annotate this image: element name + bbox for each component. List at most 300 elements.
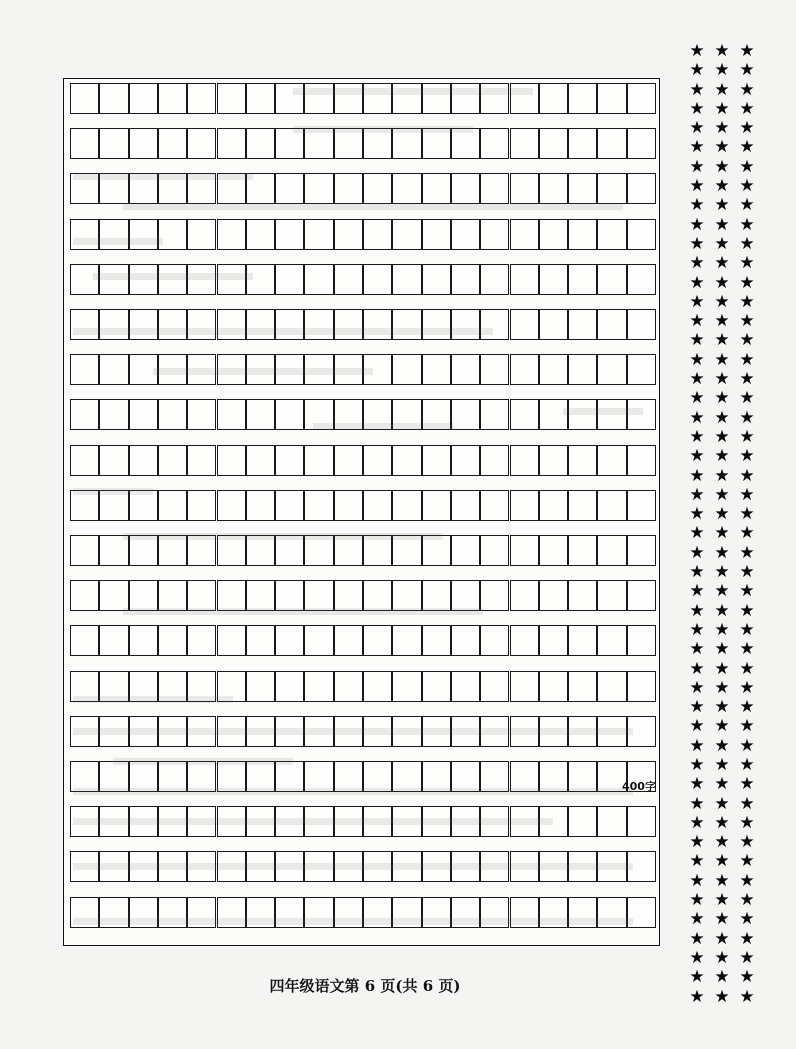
grid-cell[interactable] <box>627 354 656 385</box>
grid-cell[interactable] <box>597 445 626 476</box>
grid-cell[interactable] <box>392 671 421 702</box>
grid-cell[interactable] <box>246 625 275 656</box>
grid-cell[interactable] <box>129 128 158 159</box>
grid-cell[interactable] <box>158 83 187 114</box>
grid-cell[interactable] <box>158 128 187 159</box>
grid-cell[interactable] <box>275 761 304 792</box>
grid-cell[interactable] <box>246 535 275 566</box>
grid-cell[interactable] <box>70 354 99 385</box>
grid-cell[interactable] <box>99 173 128 204</box>
grid-cell[interactable] <box>627 535 656 566</box>
grid-cell[interactable] <box>99 897 128 928</box>
grid-cell[interactable] <box>539 851 568 882</box>
grid-cell[interactable] <box>217 354 246 385</box>
grid-cell[interactable] <box>539 806 568 837</box>
grid-cell[interactable] <box>480 264 509 295</box>
grid-cell[interactable] <box>363 399 392 430</box>
grid-cell[interactable] <box>568 580 597 611</box>
grid-cell[interactable] <box>217 264 246 295</box>
grid-cell[interactable] <box>597 716 626 747</box>
grid-cell[interactable] <box>246 761 275 792</box>
grid-cell[interactable] <box>392 128 421 159</box>
grid-cell[interactable] <box>275 806 304 837</box>
grid-cell[interactable] <box>70 851 99 882</box>
grid-cell[interactable] <box>392 761 421 792</box>
grid-cell[interactable] <box>480 309 509 340</box>
grid-cell[interactable] <box>480 806 509 837</box>
grid-cell[interactable] <box>129 264 158 295</box>
grid-cell[interactable] <box>392 309 421 340</box>
grid-cell[interactable] <box>510 83 539 114</box>
grid-cell[interactable] <box>568 219 597 250</box>
grid-cell[interactable] <box>597 671 626 702</box>
grid-cell[interactable] <box>246 445 275 476</box>
grid-cell[interactable] <box>334 173 363 204</box>
grid-cell[interactable] <box>422 399 451 430</box>
grid-cell[interactable] <box>451 625 480 656</box>
grid-cell[interactable] <box>275 716 304 747</box>
grid-cell[interactable] <box>568 445 597 476</box>
grid-cell[interactable] <box>187 128 216 159</box>
grid-cell[interactable] <box>304 309 333 340</box>
grid-cell[interactable] <box>334 806 363 837</box>
grid-cell[interactable] <box>304 354 333 385</box>
grid-cell[interactable] <box>158 806 187 837</box>
grid-cell[interactable] <box>627 128 656 159</box>
grid-cell[interactable] <box>275 309 304 340</box>
grid-cell[interactable] <box>539 580 568 611</box>
grid-cell[interactable] <box>129 173 158 204</box>
grid-cell[interactable] <box>246 309 275 340</box>
grid-cell[interactable] <box>99 128 128 159</box>
grid-cell[interactable] <box>597 173 626 204</box>
grid-cell[interactable] <box>275 173 304 204</box>
grid-cell[interactable] <box>480 173 509 204</box>
grid-cell[interactable] <box>568 761 597 792</box>
grid-cell[interactable] <box>510 399 539 430</box>
grid-cell[interactable] <box>246 490 275 521</box>
grid-cell[interactable] <box>334 897 363 928</box>
grid-cell[interactable] <box>363 897 392 928</box>
grid-cell[interactable] <box>539 399 568 430</box>
grid-cell[interactable] <box>510 761 539 792</box>
grid-cell[interactable] <box>129 83 158 114</box>
grid-cell[interactable] <box>422 490 451 521</box>
grid-cell[interactable] <box>627 173 656 204</box>
grid-cell[interactable] <box>70 716 99 747</box>
grid-cell[interactable] <box>217 173 246 204</box>
grid-cell[interactable] <box>510 716 539 747</box>
grid-cell[interactable] <box>158 671 187 702</box>
grid-cell[interactable] <box>539 445 568 476</box>
grid-cell[interactable] <box>422 535 451 566</box>
grid-cell[interactable] <box>246 128 275 159</box>
grid-cell[interactable] <box>422 445 451 476</box>
grid-cell[interactable] <box>539 897 568 928</box>
grid-cell[interactable] <box>597 83 626 114</box>
grid-cell[interactable] <box>392 535 421 566</box>
grid-cell[interactable] <box>392 219 421 250</box>
grid-cell[interactable] <box>510 219 539 250</box>
grid-cell[interactable] <box>597 399 626 430</box>
grid-cell[interactable] <box>480 851 509 882</box>
grid-cell[interactable] <box>422 309 451 340</box>
grid-cell[interactable] <box>304 83 333 114</box>
grid-cell[interactable] <box>539 83 568 114</box>
grid-cell[interactable] <box>158 625 187 656</box>
grid-cell[interactable] <box>187 761 216 792</box>
grid-cell[interactable] <box>451 490 480 521</box>
grid-cell[interactable] <box>334 761 363 792</box>
grid-cell[interactable] <box>510 354 539 385</box>
grid-cell[interactable] <box>363 851 392 882</box>
grid-cell[interactable] <box>451 671 480 702</box>
grid-cell[interactable] <box>451 83 480 114</box>
grid-cell[interactable] <box>568 399 597 430</box>
grid-cell[interactable] <box>597 625 626 656</box>
grid-cell[interactable] <box>539 716 568 747</box>
grid-cell[interactable] <box>99 671 128 702</box>
grid-cell[interactable] <box>304 851 333 882</box>
grid-cell[interactable] <box>334 625 363 656</box>
grid-cell[interactable] <box>539 354 568 385</box>
grid-cell[interactable] <box>422 219 451 250</box>
grid-cell[interactable] <box>510 671 539 702</box>
grid-cell[interactable] <box>334 716 363 747</box>
grid-cell[interactable] <box>334 354 363 385</box>
grid-cell[interactable] <box>187 625 216 656</box>
grid-cell[interactable] <box>451 761 480 792</box>
grid-cell[interactable] <box>304 219 333 250</box>
grid-cell[interactable] <box>99 851 128 882</box>
grid-cell[interactable] <box>304 490 333 521</box>
grid-cell[interactable] <box>99 716 128 747</box>
grid-cell[interactable] <box>187 399 216 430</box>
grid-cell[interactable] <box>129 399 158 430</box>
grid-cell[interactable] <box>70 128 99 159</box>
grid-cell[interactable] <box>480 716 509 747</box>
grid-cell[interactable] <box>597 309 626 340</box>
grid-cell[interactable] <box>597 851 626 882</box>
grid-cell[interactable] <box>627 399 656 430</box>
grid-cell[interactable] <box>99 806 128 837</box>
grid-cell[interactable] <box>246 897 275 928</box>
grid-cell[interactable] <box>187 716 216 747</box>
grid-cell[interactable] <box>99 761 128 792</box>
grid-cell[interactable] <box>217 219 246 250</box>
grid-cell[interactable] <box>451 851 480 882</box>
grid-cell[interactable] <box>246 354 275 385</box>
grid-cell[interactable] <box>392 716 421 747</box>
grid-cell[interactable] <box>158 445 187 476</box>
grid-cell[interactable] <box>187 806 216 837</box>
grid-cell[interactable] <box>70 671 99 702</box>
grid-cell[interactable] <box>158 490 187 521</box>
grid-cell[interactable] <box>275 580 304 611</box>
grid-cell[interactable] <box>217 716 246 747</box>
grid-cell[interactable] <box>392 851 421 882</box>
grid-cell[interactable] <box>217 761 246 792</box>
grid-cell[interactable] <box>451 535 480 566</box>
grid-cell[interactable] <box>334 309 363 340</box>
grid-cell[interactable] <box>480 625 509 656</box>
grid-cell[interactable] <box>158 264 187 295</box>
grid-cell[interactable] <box>597 897 626 928</box>
grid-cell[interactable] <box>597 580 626 611</box>
grid-cell[interactable] <box>304 399 333 430</box>
grid-cell[interactable] <box>392 354 421 385</box>
grid-cell[interactable] <box>129 716 158 747</box>
grid-cell[interactable] <box>627 806 656 837</box>
grid-cell[interactable] <box>129 354 158 385</box>
grid-cell[interactable] <box>217 445 246 476</box>
grid-cell[interactable] <box>217 671 246 702</box>
grid-cell[interactable] <box>304 806 333 837</box>
grid-cell[interactable] <box>539 309 568 340</box>
grid-cell[interactable] <box>422 851 451 882</box>
grid-cell[interactable] <box>568 671 597 702</box>
grid-cell[interactable] <box>510 128 539 159</box>
grid-cell[interactable] <box>392 445 421 476</box>
grid-cell[interactable] <box>510 173 539 204</box>
grid-cell[interactable] <box>158 399 187 430</box>
grid-cell[interactable] <box>334 219 363 250</box>
grid-cell[interactable] <box>363 671 392 702</box>
grid-cell[interactable] <box>510 309 539 340</box>
grid-cell[interactable] <box>480 83 509 114</box>
grid-cell[interactable] <box>363 625 392 656</box>
grid-cell[interactable] <box>99 580 128 611</box>
grid-cell[interactable] <box>217 490 246 521</box>
grid-cell[interactable] <box>597 264 626 295</box>
grid-cell[interactable] <box>304 761 333 792</box>
grid-cell[interactable] <box>392 580 421 611</box>
grid-cell[interactable] <box>99 490 128 521</box>
grid-cell[interactable] <box>275 128 304 159</box>
grid-cell[interactable] <box>158 173 187 204</box>
grid-cell[interactable] <box>627 264 656 295</box>
grid-cell[interactable] <box>568 535 597 566</box>
grid-cell[interactable] <box>217 897 246 928</box>
grid-cell[interactable] <box>480 671 509 702</box>
grid-cell[interactable] <box>451 806 480 837</box>
grid-cell[interactable] <box>129 580 158 611</box>
grid-cell[interactable] <box>246 219 275 250</box>
grid-cell[interactable] <box>480 219 509 250</box>
grid-cell[interactable] <box>275 264 304 295</box>
grid-cell[interactable] <box>187 219 216 250</box>
grid-cell[interactable] <box>451 128 480 159</box>
grid-cell[interactable] <box>158 897 187 928</box>
grid-cell[interactable] <box>187 354 216 385</box>
grid-cell[interactable] <box>334 671 363 702</box>
grid-cell[interactable] <box>392 264 421 295</box>
grid-cell[interactable] <box>70 535 99 566</box>
grid-cell[interactable] <box>275 219 304 250</box>
grid-cell[interactable] <box>217 535 246 566</box>
grid-cell[interactable] <box>70 490 99 521</box>
grid-cell[interactable] <box>568 625 597 656</box>
grid-cell[interactable] <box>539 625 568 656</box>
grid-cell[interactable] <box>129 625 158 656</box>
grid-cell[interactable] <box>627 851 656 882</box>
grid-cell[interactable] <box>99 535 128 566</box>
grid-cell[interactable] <box>363 806 392 837</box>
grid-cell[interactable] <box>539 219 568 250</box>
grid-cell[interactable] <box>480 354 509 385</box>
grid-cell[interactable] <box>451 716 480 747</box>
grid-cell[interactable] <box>627 445 656 476</box>
grid-cell[interactable] <box>510 580 539 611</box>
grid-cell[interactable] <box>363 354 392 385</box>
grid-cell[interactable] <box>451 309 480 340</box>
grid-cell[interactable] <box>451 399 480 430</box>
grid-cell[interactable] <box>275 897 304 928</box>
grid-cell[interactable] <box>129 671 158 702</box>
grid-cell[interactable] <box>158 309 187 340</box>
grid-cell[interactable] <box>304 897 333 928</box>
grid-cell[interactable] <box>99 354 128 385</box>
grid-cell[interactable] <box>363 535 392 566</box>
grid-cell[interactable] <box>363 580 392 611</box>
grid-cell[interactable] <box>99 625 128 656</box>
grid-cell[interactable] <box>510 625 539 656</box>
grid-cell[interactable] <box>70 580 99 611</box>
grid-cell[interactable] <box>334 580 363 611</box>
grid-cell[interactable] <box>275 625 304 656</box>
grid-cell[interactable] <box>129 897 158 928</box>
grid-cell[interactable] <box>422 761 451 792</box>
grid-cell[interactable] <box>480 535 509 566</box>
grid-cell[interactable] <box>246 399 275 430</box>
grid-cell[interactable] <box>539 761 568 792</box>
grid-cell[interactable] <box>334 445 363 476</box>
grid-cell[interactable] <box>70 625 99 656</box>
grid-cell[interactable] <box>392 806 421 837</box>
grid-cell[interactable] <box>217 309 246 340</box>
grid-cell[interactable] <box>510 264 539 295</box>
grid-cell[interactable] <box>129 445 158 476</box>
grid-cell[interactable] <box>275 354 304 385</box>
grid-cell[interactable] <box>158 535 187 566</box>
grid-cell[interactable] <box>187 671 216 702</box>
grid-cell[interactable] <box>334 264 363 295</box>
grid-cell[interactable] <box>129 806 158 837</box>
grid-cell[interactable] <box>568 897 597 928</box>
grid-cell[interactable] <box>480 761 509 792</box>
grid-cell[interactable] <box>568 806 597 837</box>
grid-cell[interactable] <box>129 219 158 250</box>
grid-cell[interactable] <box>539 264 568 295</box>
grid-cell[interactable] <box>334 83 363 114</box>
grid-cell[interactable] <box>334 851 363 882</box>
grid-cell[interactable] <box>129 761 158 792</box>
grid-cell[interactable] <box>480 490 509 521</box>
grid-cell[interactable] <box>627 83 656 114</box>
grid-cell[interactable] <box>568 309 597 340</box>
grid-cell[interactable] <box>275 671 304 702</box>
grid-cell[interactable] <box>187 83 216 114</box>
grid-cell[interactable] <box>392 399 421 430</box>
grid-cell[interactable] <box>568 83 597 114</box>
grid-cell[interactable] <box>99 445 128 476</box>
grid-cell[interactable] <box>187 309 216 340</box>
grid-cell[interactable] <box>70 399 99 430</box>
grid-cell[interactable] <box>363 445 392 476</box>
grid-cell[interactable] <box>334 490 363 521</box>
grid-cell[interactable] <box>187 851 216 882</box>
grid-cell[interactable] <box>217 399 246 430</box>
grid-cell[interactable] <box>334 535 363 566</box>
grid-cell[interactable] <box>539 671 568 702</box>
grid-cell[interactable] <box>304 128 333 159</box>
grid-cell[interactable] <box>246 173 275 204</box>
grid-cell[interactable] <box>422 625 451 656</box>
grid-cell[interactable] <box>510 490 539 521</box>
grid-cell[interactable] <box>158 851 187 882</box>
grid-cell[interactable] <box>217 128 246 159</box>
grid-cell[interactable] <box>539 535 568 566</box>
grid-cell[interactable] <box>70 219 99 250</box>
grid-cell[interactable] <box>304 535 333 566</box>
grid-cell[interactable] <box>246 716 275 747</box>
grid-cell[interactable] <box>568 851 597 882</box>
grid-cell[interactable] <box>129 535 158 566</box>
grid-cell[interactable] <box>246 671 275 702</box>
grid-cell[interactable] <box>510 445 539 476</box>
grid-cell[interactable] <box>510 535 539 566</box>
grid-cell[interactable] <box>422 806 451 837</box>
grid-cell[interactable] <box>158 580 187 611</box>
grid-cell[interactable] <box>451 219 480 250</box>
grid-cell[interactable] <box>334 399 363 430</box>
grid-cell[interactable] <box>304 580 333 611</box>
grid-cell[interactable] <box>304 264 333 295</box>
grid-cell[interactable] <box>568 128 597 159</box>
grid-cell[interactable] <box>217 83 246 114</box>
grid-cell[interactable] <box>627 490 656 521</box>
grid-cell[interactable] <box>99 83 128 114</box>
grid-cell[interactable] <box>422 671 451 702</box>
grid-cell[interactable] <box>568 490 597 521</box>
grid-cell[interactable] <box>539 128 568 159</box>
grid-cell[interactable] <box>627 897 656 928</box>
grid-cell[interactable] <box>363 173 392 204</box>
grid-cell[interactable] <box>422 83 451 114</box>
grid-cell[interactable] <box>246 264 275 295</box>
grid-cell[interactable] <box>217 625 246 656</box>
grid-cell[interactable] <box>304 173 333 204</box>
grid-cell[interactable] <box>70 173 99 204</box>
grid-cell[interactable] <box>422 264 451 295</box>
grid-cell[interactable] <box>129 490 158 521</box>
grid-cell[interactable] <box>451 173 480 204</box>
grid-cell[interactable] <box>392 625 421 656</box>
grid-cell[interactable] <box>275 83 304 114</box>
grid-cell[interactable] <box>304 716 333 747</box>
grid-cell[interactable] <box>187 535 216 566</box>
grid-cell[interactable] <box>70 897 99 928</box>
grid-cell[interactable] <box>597 490 626 521</box>
grid-cell[interactable] <box>217 851 246 882</box>
grid-cell[interactable] <box>451 580 480 611</box>
grid-cell[interactable] <box>70 309 99 340</box>
grid-cell[interactable] <box>187 580 216 611</box>
grid-cell[interactable] <box>480 399 509 430</box>
grid-cell[interactable] <box>480 580 509 611</box>
grid-cell[interactable] <box>539 490 568 521</box>
grid-cell[interactable] <box>480 128 509 159</box>
